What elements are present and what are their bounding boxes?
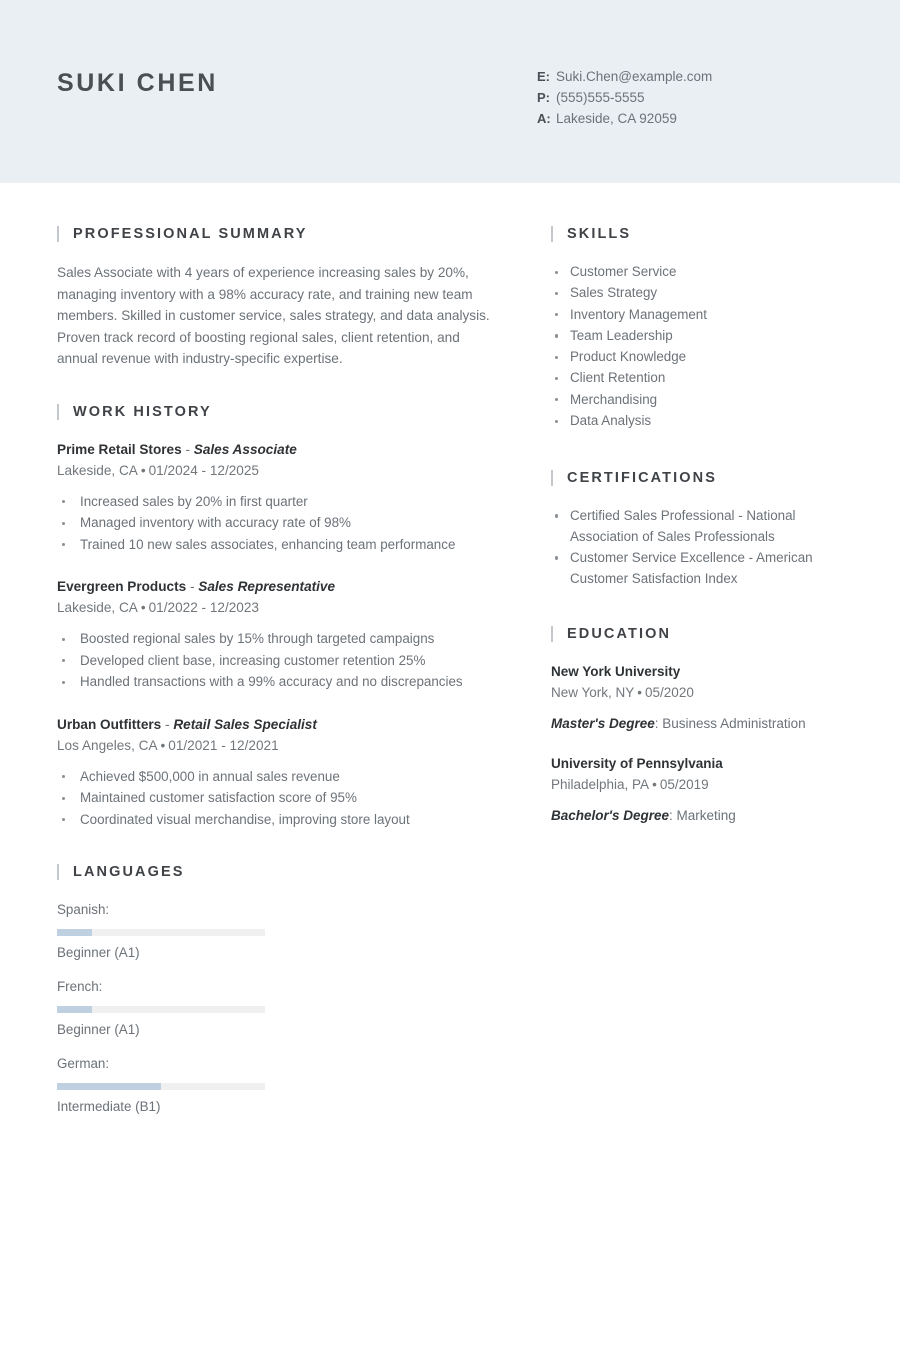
education-degree: Master's Degree — [551, 715, 655, 731]
list-item: Data Analysis — [551, 411, 851, 432]
language-item — [57, 900, 267, 963]
job-dates: 01/2021 - 12/2021 — [168, 737, 279, 753]
languages-heading — [57, 864, 497, 880]
language-level: Beginner (A1) — [57, 945, 140, 960]
job-location: Los Angeles, CA — [57, 737, 158, 753]
list-item: Maintained customer satisfaction score of 95% — [57, 788, 497, 809]
list-item: Merchandising — [551, 390, 851, 411]
certifications-heading — [551, 470, 851, 486]
address-icon: A: — [537, 111, 551, 126]
education-field: Marketing — [676, 807, 736, 823]
education-degree-separator: : — [669, 807, 677, 823]
language-level: Intermediate (B1) — [57, 1099, 161, 1114]
accent-bar-icon — [57, 864, 59, 880]
contact-row-address — [537, 111, 867, 126]
job-header — [57, 440, 497, 459]
skills-heading — [551, 226, 851, 242]
bullet-separator-icon: • — [637, 684, 643, 700]
language-proficiency-track — [57, 1083, 265, 1090]
list-item: Handled transactions with a 99% accuracy and no discrepancies — [57, 672, 497, 693]
language-proficiency-fill — [57, 929, 92, 936]
section-heading-label: LANGUAGES — [73, 864, 185, 880]
job-separator: - — [186, 579, 199, 594]
list-item: Product Knowledge — [551, 347, 851, 368]
left-column — [57, 226, 497, 1165]
work-history-entry — [57, 577, 497, 693]
education-heading — [551, 626, 851, 642]
job-bullet-list — [57, 629, 497, 693]
section-heading-label: CERTIFICATIONS — [567, 469, 717, 486]
job-header — [57, 577, 497, 596]
right-column — [551, 226, 851, 860]
section-heading-label: SKILLS — [567, 226, 632, 242]
list-item: Certified Sales Professional - National Association of Sales Professionals — [551, 506, 851, 548]
education-school: University of Pennsylvania — [551, 755, 723, 771]
education-location: Philadelphia, PA — [551, 776, 650, 792]
address-value: Lakeside, CA 92059 — [556, 111, 677, 126]
language-item — [57, 1054, 267, 1117]
list-item: Increased sales by 20% in first quarter — [57, 492, 497, 513]
job-company: Urban Outfitters — [57, 716, 162, 732]
list-item: Trained 10 new sales associates, enhancing team performance — [57, 535, 497, 556]
job-separator: - — [161, 716, 174, 732]
list-item: Customer Service — [551, 262, 851, 283]
section-languages — [57, 864, 497, 1131]
professional-summary-heading — [57, 226, 497, 242]
contact-row-phone — [537, 90, 867, 105]
work-history-entry — [57, 715, 497, 831]
language-name: German: — [57, 1056, 110, 1071]
bullet-separator-icon: • — [160, 737, 166, 753]
job-meta — [57, 736, 497, 756]
page-title: SUKI CHEN — [57, 69, 218, 97]
list-item: Coordinated visual merchandise, improving store layout — [57, 810, 497, 831]
job-meta — [57, 461, 497, 481]
job-separator: - — [181, 441, 194, 457]
section-heading-label: PROFESSIONAL SUMMARY — [73, 226, 308, 242]
phone-value[interactable]: (555)555-5555 — [556, 90, 645, 105]
list-item: Achieved $500,000 in annual sales revenue — [57, 767, 497, 788]
section-professional-summary — [57, 226, 497, 370]
job-role: Sales Representative — [198, 579, 336, 594]
language-proficiency-track — [57, 929, 265, 936]
education-school: New York University — [551, 663, 681, 679]
job-bullet-list — [57, 492, 497, 556]
list-item: Team Leadership — [551, 326, 851, 347]
language-item — [57, 977, 267, 1040]
contact-row-email — [537, 69, 867, 84]
header-content — [0, 0, 900, 183]
email-value[interactable]: Suki.Chen@example.com — [556, 69, 713, 84]
email-icon: E: — [537, 69, 550, 84]
section-heading-label: WORK HISTORY — [73, 403, 212, 420]
education-location: New York, NY — [551, 684, 635, 700]
language-level: Beginner (A1) — [57, 1022, 140, 1037]
job-dates: 01/2024 - 12/2025 — [148, 462, 259, 478]
education-date: 05/2020 — [645, 684, 694, 700]
job-bullet-list — [57, 767, 497, 831]
list-item: Client Retention — [551, 368, 851, 389]
education-entry — [551, 754, 851, 826]
language-name: French: — [57, 979, 103, 994]
language-proficiency-fill — [57, 1083, 161, 1090]
section-certifications — [551, 470, 851, 590]
job-header — [57, 715, 497, 734]
languages-grid — [57, 900, 497, 1131]
list-item: Customer Service Excellence - American Customer Satisfaction Index — [551, 548, 851, 590]
list-item: Managed inventory with accuracy rate of 98% — [57, 513, 497, 534]
job-company: Prime Retail Stores — [57, 441, 182, 457]
education-date: 05/2019 — [659, 776, 709, 792]
work-history-entry — [57, 440, 497, 556]
job-meta — [57, 598, 497, 618]
language-name: Spanish: — [57, 902, 110, 917]
bullet-separator-icon: • — [652, 776, 657, 792]
bullet-separator-icon: • — [140, 600, 146, 615]
section-education — [551, 626, 851, 826]
language-proficiency-track — [57, 1006, 265, 1013]
education-entry — [551, 662, 851, 734]
accent-bar-icon — [57, 226, 59, 242]
section-heading-label: EDUCATION — [567, 625, 672, 642]
header-band — [0, 0, 900, 183]
professional-summary-text: Sales Associate with 4 years of experience increasing sales by 20%, managing inventory with a 98% accuracy rate, and training new team members. Skilled in customer service, sales strategy, and data analysis. Proven track record of boosting regional sales, client retention, and annual revenue with industry-specific expertise. — [57, 265, 490, 366]
list-item: Sales Strategy — [551, 283, 851, 304]
job-location: Lakeside, CA — [57, 462, 138, 478]
education-degree-line — [551, 714, 851, 734]
language-proficiency-fill — [57, 1006, 92, 1013]
list-item: Inventory Management — [551, 305, 851, 326]
accent-bar-icon — [57, 404, 59, 420]
education-degree: Bachelor's Degree — [551, 807, 670, 823]
job-dates: 01/2022 - 12/2023 — [148, 600, 259, 615]
accent-bar-icon — [551, 226, 553, 242]
bullet-separator-icon: • — [140, 462, 146, 478]
education-field: Business Administration — [662, 715, 806, 731]
job-role: Sales Associate — [193, 441, 297, 457]
phone-icon: P: — [537, 90, 550, 105]
accent-bar-icon — [551, 470, 553, 486]
job-company: Evergreen Products — [57, 579, 187, 594]
education-degree-line — [551, 806, 851, 826]
accent-bar-icon — [551, 626, 553, 642]
job-role: Retail Sales Specialist — [173, 716, 317, 732]
contact-info — [537, 69, 867, 132]
list-item: Boosted regional sales by 15% through targeted campaigns — [57, 629, 497, 650]
job-location: Lakeside, CA — [57, 600, 138, 615]
work-history-heading — [57, 404, 497, 420]
certifications-list — [551, 506, 851, 590]
list-item: Developed client base, increasing customer retention 25% — [57, 651, 497, 672]
education-meta — [551, 683, 851, 703]
skills-list — [551, 262, 851, 432]
education-meta — [551, 775, 851, 795]
section-work-history — [57, 404, 497, 831]
education-degree-separator: : — [654, 715, 663, 731]
section-skills — [551, 226, 851, 432]
